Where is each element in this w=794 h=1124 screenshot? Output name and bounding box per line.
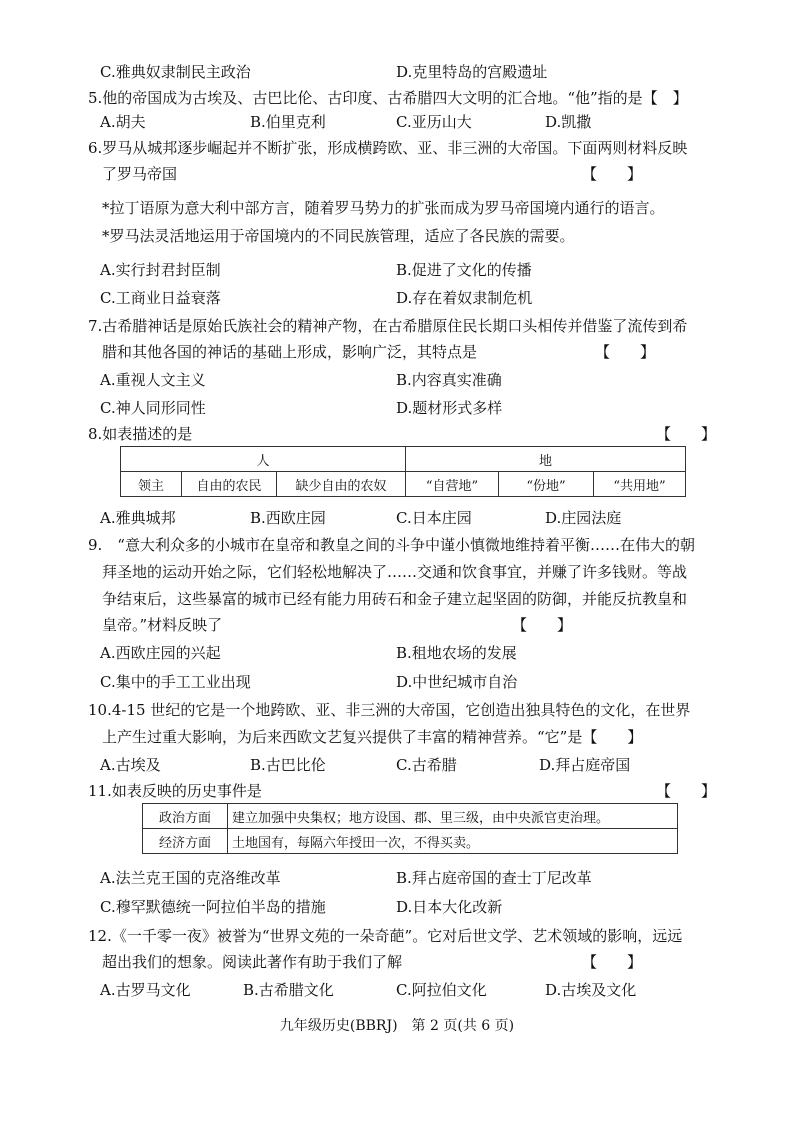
q9-option-b: B.租地农场的发展 — [396, 644, 517, 662]
q8-table-header-land: 地 — [406, 447, 686, 472]
q6-answer-bracket: 【 】 — [582, 165, 643, 183]
q11-table — [142, 803, 678, 854]
q8-table-cell: “自营地” — [406, 472, 499, 497]
q9-option-d: D.中世纪城市自治 — [396, 673, 518, 691]
q5-option-c: C.亚历山大 — [396, 113, 472, 131]
q11-option-d: D.日本大化改新 — [396, 898, 503, 916]
q11-option-a: A.法兰克王国的克洛维改革 — [100, 869, 281, 887]
q12-option-b: B.古希腊文化 — [243, 981, 334, 999]
q4-option-c: C.雅典奴隶制民主政治 — [100, 63, 251, 81]
q7-option-b: B.内容真实准确 — [396, 371, 502, 389]
q6-material-1: *拉丁语原为意大利中部方言，随着罗马势力的扩张而成为罗马帝国境内通行的语言。 — [102, 199, 665, 217]
q9-option-a: A.西欧庄园的兴起 — [100, 644, 221, 662]
q12-stem-line1: 12.《一千零一夜》被誉为“世界文苑的一朵奇葩”。它对后世文学、艺术领域的影响，远远 — [88, 927, 683, 945]
q10-option-c: C.古希腊 — [396, 756, 457, 774]
q11-table-key: 经济方面 — [143, 829, 228, 854]
q8-stem: 8.如表描述的是 — [88, 425, 193, 443]
q7-answer-bracket: 【 】 — [595, 343, 656, 361]
q11-option-c: C.穆罕默德统一阿拉伯半岛的措施 — [100, 898, 326, 916]
q7-option-d: D.题材形式多样 — [396, 399, 503, 417]
q10-option-d: D.拜占庭帝国 — [539, 756, 631, 774]
q8-option-c: C.日本庄园 — [396, 509, 472, 527]
q11-table-value: 建立加强中央集权；地方设国、郡、里三级，由中央派官吏治理。 — [228, 804, 678, 829]
q10-stem-line1: 10.4-15 世纪的它是一个地跨欧、亚、非三洲的大帝国，它创造出独具特色的文化，在世界 — [88, 701, 691, 719]
q8-table-cell: “共用地” — [594, 472, 686, 497]
q10-stem-line2: 上产生过重大影响，为后来西欧文艺复兴提供了丰富的精神营养。“它”是【 】 — [102, 728, 643, 746]
q10-option-a: A.古埃及 — [100, 756, 161, 774]
q7-option-c: C.神人同形同性 — [100, 399, 206, 417]
q8-option-d: D.庄园法庭 — [545, 509, 622, 527]
q12-option-a: A.古罗马文化 — [100, 981, 191, 999]
q8-table-cell: 自由的农民 — [182, 472, 277, 497]
q7-option-a: A.重视人文主义 — [100, 371, 206, 389]
q8-table-cell: 缺少自由的农奴 — [277, 472, 406, 497]
q12-stem-line2: 超出我们的想象。阅读此著作有助于我们了解 — [102, 953, 403, 971]
q6-option-c: C.工商业日益衰落 — [100, 289, 221, 307]
q8-answer-bracket: 【 】 — [656, 425, 717, 443]
q7-stem-line2: 腊和其他各国的神话的基础上形成，影响广泛，其特点是 — [102, 343, 478, 361]
q6-material-2: *罗马法灵活地运用于帝国境内的不同民族管理，适应了各民族的需要。 — [102, 227, 575, 245]
q9-stem-line4: 皇帝。”材料反映了 — [102, 616, 223, 634]
q11-table-value: 土地国有，每隔六年授田一次，不得买卖。 — [228, 829, 678, 854]
q11-answer-bracket: 【 】 — [656, 782, 717, 800]
q6-option-a: A.实行封君封臣制 — [100, 261, 221, 279]
q6-option-d: D.存在着奴隶制危机 — [396, 289, 533, 307]
q11-option-b: B.拜占庭帝国的查士丁尼改革 — [396, 869, 592, 887]
q4-option-d: D.克里特岛的宫殿遗址 — [396, 63, 548, 81]
q8-table-cell: 领主 — [121, 472, 182, 497]
page-footer: 九年级历史(BBRJ) 第 2 页(共 6 页) — [279, 1018, 515, 1034]
q9-answer-bracket: 【 】 — [512, 616, 573, 634]
q10-option-b: B.古巴比伦 — [250, 756, 326, 774]
q9-option-c: C.集中的手工工业出现 — [100, 673, 251, 691]
q9-stem-line1: 9. “意大利众多的小城市在皇帝和教皇之间的斗争中谨小慎微地维持着平衡……在伟大的朝 — [88, 536, 695, 554]
q8-table-header-people: 人 — [121, 447, 406, 472]
q8-option-b: B.西欧庄园 — [250, 509, 326, 527]
q12-answer-bracket: 【 】 — [582, 953, 643, 971]
q8-table-cell: “份地” — [499, 472, 594, 497]
q6-stem-line2: 了罗马帝国 — [102, 165, 178, 183]
q6-option-b: B.促进了文化的传播 — [396, 261, 532, 279]
q9-stem-line3: 争结束后，这些暴富的城市已经有能力用砖石和金子建立起坚固的防御，并能反抗教皇和 — [102, 590, 688, 608]
q12-option-d: D.古埃及文化 — [545, 981, 637, 999]
q12-option-c: C.阿拉伯文化 — [396, 981, 487, 999]
q6-stem-line1: 6.罗马从城邦逐步崛起并不断扩张，形成横跨欧、亚、非三洲的大帝国。下面两则材料反映 — [88, 139, 688, 157]
q7-stem-line1: 7.古希腊神话是原始氏族社会的精神产物，在古希腊原住民长期口头相传并借鉴了流传到希 — [88, 317, 688, 335]
q5-option-d: D.凯撒 — [545, 113, 592, 131]
q8-option-a: A.雅典城邦 — [100, 509, 176, 527]
q8-table — [120, 446, 686, 497]
q5-stem: 5.他的帝国成为古埃及、古巴比伦、古印度、古希腊四大文明的汇合地。“他”指的是【 】 — [88, 89, 688, 107]
q9-stem-line2: 拜圣地的运动开始之际，它们轻松地解决了……交通和饮食事宜，并赚了许多钱财。等战 — [102, 563, 688, 581]
q5-option-b: B.伯里克利 — [250, 113, 326, 131]
q11-table-key: 政治方面 — [143, 804, 228, 829]
q11-stem: 11.如表反映的历史事件是 — [88, 782, 262, 800]
q5-option-a: A.胡夫 — [100, 113, 146, 131]
